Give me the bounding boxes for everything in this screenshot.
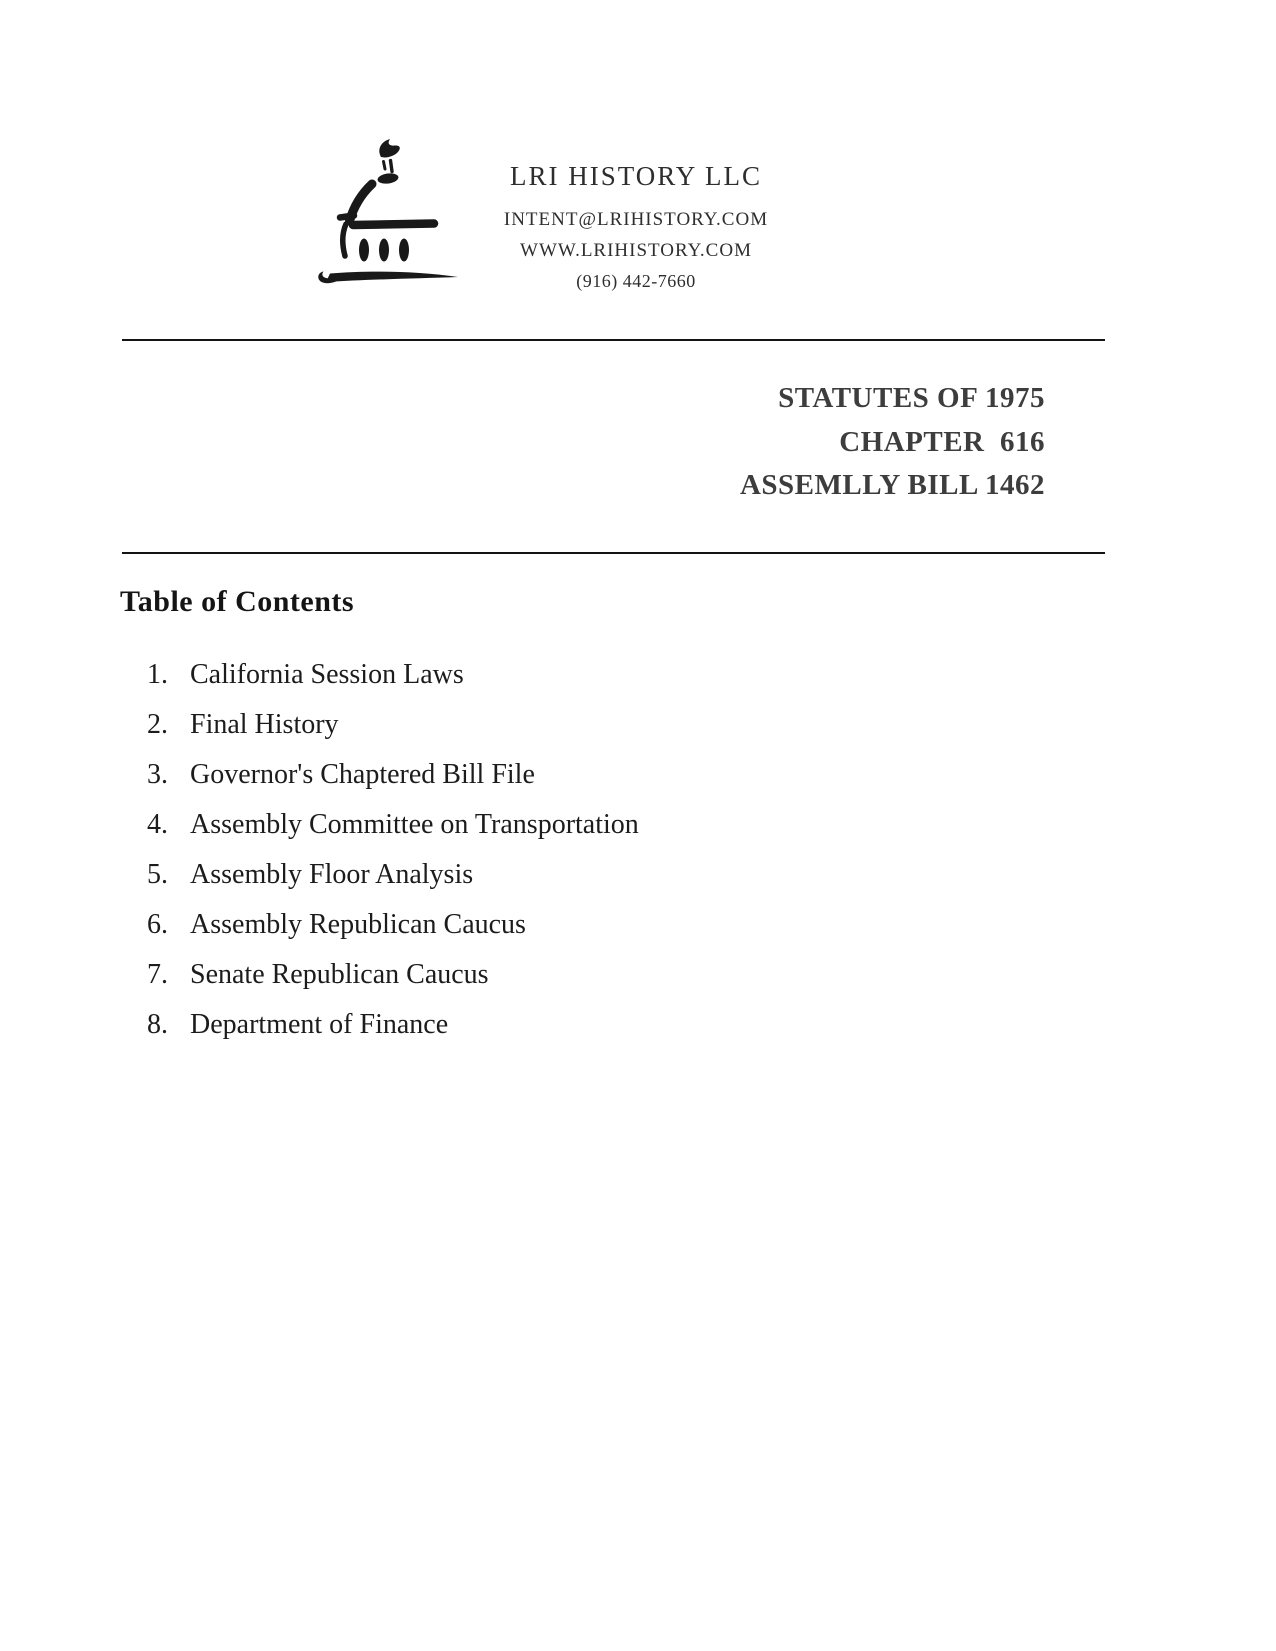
company-website: WWW.LRIHISTORY.COM: [520, 240, 752, 261]
toc-item-number: 6.: [147, 909, 168, 940]
toc-item-label: Assembly Republican Caucus: [190, 909, 526, 940]
toc-item-label: California Session Laws: [190, 659, 464, 690]
toc-item: [0, 700, 760, 750]
toc-item-label: Governor's Chaptered Bill File: [190, 759, 535, 790]
company-phone: (916) 442-7660: [576, 271, 696, 291]
bill-line: ASSEMLLY BILL 1462: [739, 469, 1045, 501]
chapter-line: CHAPTER 616: [839, 425, 1045, 458]
statute-reference-block: [740, 377, 1045, 508]
toc-item-label: Department of Finance: [190, 1009, 449, 1040]
company-email: INTENT@LRIHISTORY.COM: [503, 209, 769, 230]
toc-item: [0, 750, 760, 800]
toc-item-label: Assembly Floor Analysis: [190, 859, 474, 890]
toc-item: [0, 850, 760, 900]
toc-item-number: 7.: [147, 959, 168, 990]
toc-item-number: 5.: [147, 859, 168, 890]
bottom-divider: [122, 552, 1105, 554]
toc-item: [0, 650, 760, 700]
toc-item-label: Final History: [190, 709, 339, 740]
company-name: LRI HISTORY LLC: [509, 161, 762, 191]
toc-item-number: 2.: [147, 709, 168, 740]
toc-item: [0, 800, 760, 850]
toc-item-label: Senate Republican Caucus: [190, 959, 489, 990]
toc-item-number: 8.: [147, 1009, 168, 1040]
company-contact-block: [420, 204, 852, 297]
toc-item-label: Assembly Committee on Transportation: [190, 809, 639, 840]
toc-item: [0, 900, 760, 950]
toc-item-number: 3.: [147, 759, 168, 790]
toc-heading: Table of Contents: [120, 585, 355, 618]
toc-item: [0, 950, 760, 1000]
toc-item-number: 4.: [147, 809, 168, 840]
top-divider: [122, 339, 1105, 341]
toc-item-number: 1.: [147, 659, 168, 690]
statutes-line: STATUTES OF 1975: [778, 382, 1045, 414]
toc-item: [0, 1000, 760, 1050]
toc-list: [0, 650, 760, 1050]
